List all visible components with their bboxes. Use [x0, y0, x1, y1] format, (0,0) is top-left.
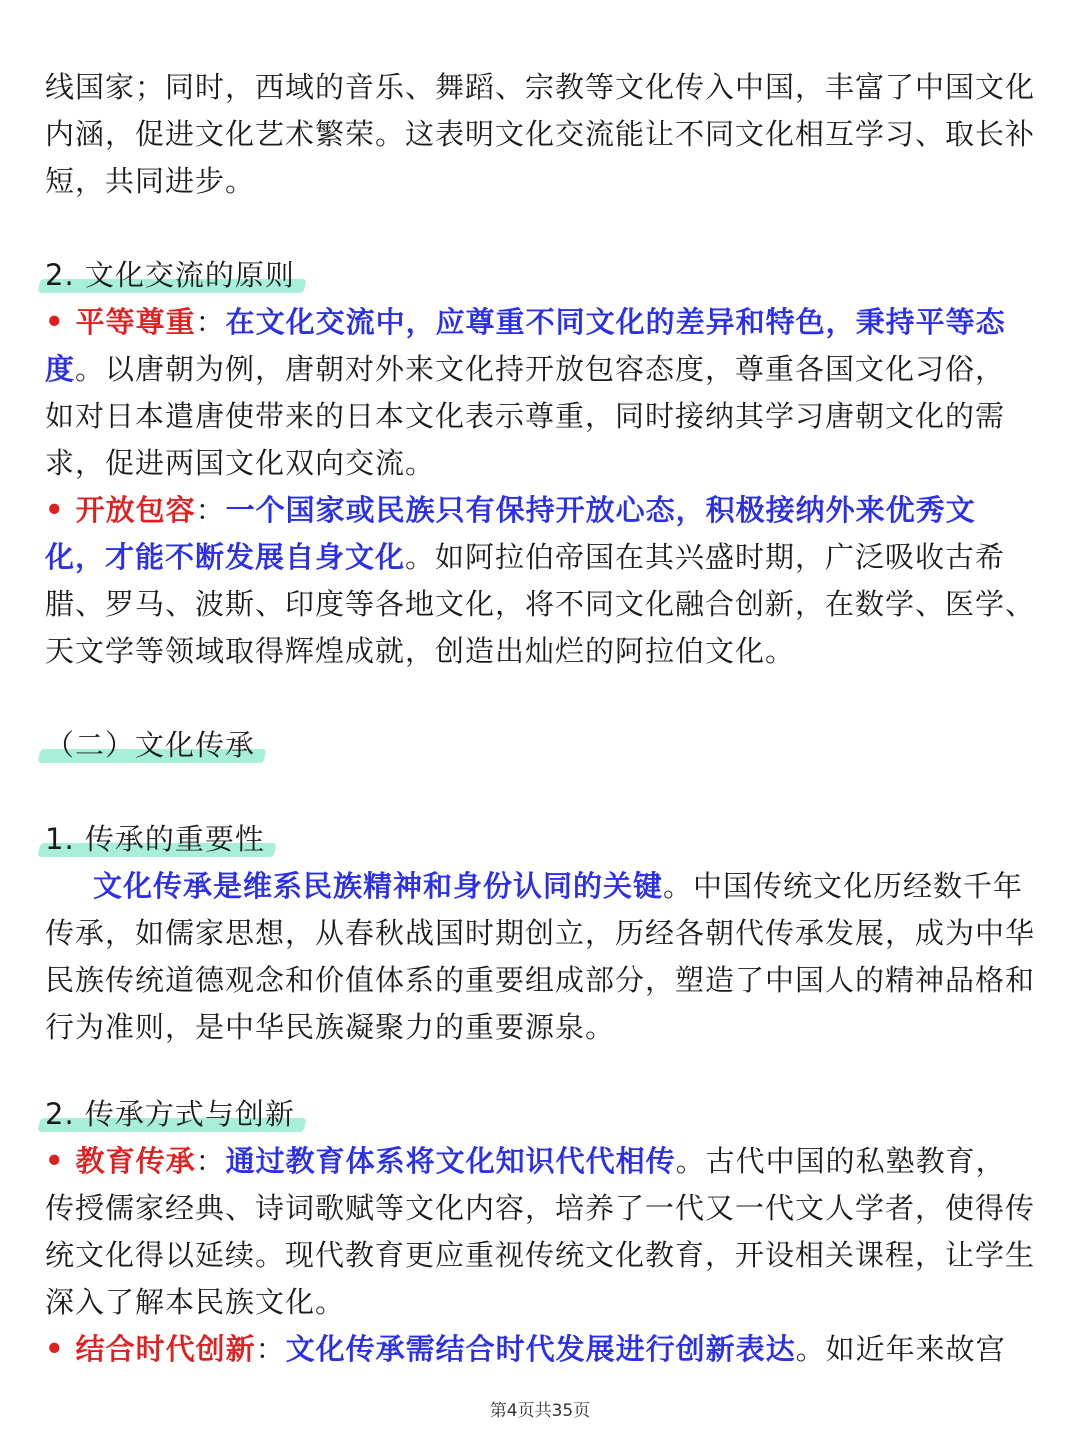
key-statement: 在文化交流中，应尊重不同文化的差异和特色，秉持平等态度: [45, 305, 1006, 386]
body-text: 。如近年来故宫: [795, 1332, 1006, 1366]
colon: ：: [195, 305, 226, 339]
bullet-era-innovation: [45, 1326, 1035, 1373]
body-text: 。古代中国的私塾教育，传授儒家经典、诗词歌赋等文化内容，培养了一代又一代文人学者，使得传统文化得以延续。现代教育更应重视传统文化教育，开设相关课程，让学生深入了解本民族文化。: [45, 1144, 1036, 1319]
key-statement: 通过教育体系将文化知识代代相传: [225, 1144, 676, 1178]
heading-cultural-inheritance: （二）文化传承: [45, 722, 263, 769]
body-text: 。如阿拉伯帝国在其兴盛时期，广泛吸收古希腊、罗马、波斯、印度等各地文化，将不同文化融合创新，在数学、医学、天文学等领域取得辉煌成就，创造出灿烂的阿拉伯文化。: [45, 540, 1036, 668]
colon: ：: [195, 493, 226, 527]
colon: ：: [255, 1332, 286, 1366]
paragraph-cultural-exchange: 线国家；同时，西域的音乐、舞蹈、宗教等文化传入中国，丰富了中国文化内涵，促进文化艺术繁荣。这表明文化交流能让不同文化相互学习、取长补短，共同进步。: [45, 70, 1036, 198]
bullet-label: • 平等尊重: [45, 305, 196, 339]
colon: ：: [195, 1144, 226, 1178]
bullet-label: • 结合时代创新: [45, 1332, 256, 1366]
bullet-equality-respect: [45, 299, 1035, 487]
bullet-label: • 教育传承: [45, 1144, 196, 1178]
bullet-label: • 开放包容: [45, 493, 196, 527]
key-statement: 一个国家或民族只有保持开放心态，积极接纳外来优秀文化，才能不断发展自身文化: [45, 493, 976, 574]
paragraph-inheritance-importance: [45, 863, 1035, 1051]
page-number-footer: 第4页共35页: [489, 1401, 591, 1421]
document-page: [45, 64, 1035, 1373]
heading-inheritance-methods: 2. 传承方式与创新: [45, 1091, 303, 1138]
key-statement: 文化传承是维系民族精神和身份认同的关键: [93, 869, 664, 903]
bullet-education-inheritance: [45, 1138, 1035, 1326]
heading-exchange-principles: 2. 文化交流的原则: [45, 252, 303, 299]
heading-inheritance-importance: 1. 传承的重要性: [45, 816, 273, 863]
bullet-openness-inclusiveness: [45, 487, 1035, 675]
key-statement: 文化传承需结合时代发展进行创新表达: [285, 1332, 796, 1366]
body-text: 。中国传统文化历经数千年传承，如儒家思想，从春秋战国时期创立，历经各朝代传承发展，成为中华民族传统道德观念和价值体系的重要组成部分，塑造了中国人的精神品格和行为准则，是中华民族凝聚力的重要源泉。: [45, 869, 1036, 1044]
body-text: 。以唐朝为例，唐朝对外来文化持开放包容态度，尊重各国文化习俗，如对日本遣唐使带来的日本文化表示尊重，同时接纳其学习唐朝文化的需求，促进两国文化双向交流。: [45, 352, 1006, 480]
